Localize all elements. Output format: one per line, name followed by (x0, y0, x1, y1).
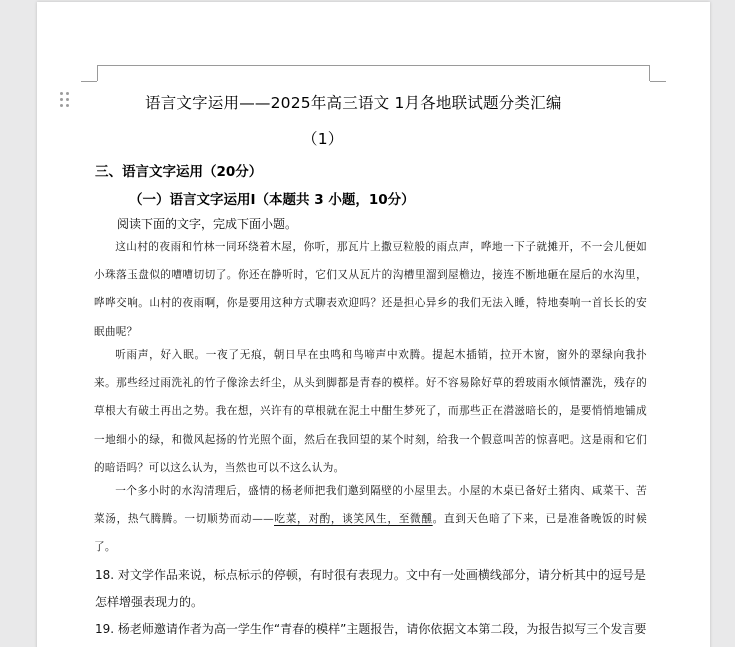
document-title-number: （1） (302, 130, 344, 148)
crop-mark-right-horizontal (650, 81, 666, 82)
question-18: 18. 对文学作品来说，标点标示的停顿，有时很有表现力。文中有一处画横线部分，请分析其中的逗号是怎样增强表现力的。 (95, 568, 646, 609)
section-heading: 三、语言文字运用（20分） (95, 164, 263, 180)
underlined-phrase: 吃菜，对酌，谈笑风生，至微醺 (274, 513, 433, 526)
document-title: 语言文字运用——2025年高三语文 1月各地联试题分类汇编 (145, 94, 562, 112)
passage-paragraph-2: 听雨声，好入眠。一夜了无痕，朝日早在虫鸣和鸟啼声中欢腾。提起木插销，拉开木窗，窗外的翠绿向我扑来。那些经过雨洗礼的竹子像涂去纤尘，从头到脚都是青春的模样。好不容易除好草的碧玻雨水倾情濯洗，残存的草根大有破土再出之势。我在想，兴许有的草根就在泥土中酣生梦死了，而那些正在潜滋暗长的，是要悄悄地铺成一地细小的绿，和微风起扬的竹光照个面，然后在我回望的某个时刻，给我一个假意叫苦的惊喜吧。这是雨和它们的暗语吗？可以这么认为，当然也可以不这么认为。 (94, 349, 647, 474)
instruction-text: 阅读下面的文字，完成下面小题。 (117, 217, 298, 231)
passage-paragraph-1: 这山村的夜雨和竹林一同环绕着木屋，你听，那瓦片上撒豆粒般的雨点声，哗地一下子就摊开，不一会儿便如小珠落玉盘似的嘈嘈切切了。你还在静听时，它们又从瓦片的沟槽里溜到屋檐边，接连不断地砸在屋后的水沟里，哗哗交响。山村的夜雨啊，你是要用这种方式聊表欢迎吗？还是担心异乡的我们无法入睡，特地奏响一首长长的安眠曲呢？ (94, 241, 647, 338)
header-margin-line (97, 65, 650, 66)
passage-paragraph-3 (94, 477, 647, 562)
drag-handle-icon[interactable] (60, 92, 70, 108)
crop-mark-right-vertical (649, 65, 650, 81)
passage-p3-after: 。直到天色暗了下来，已是准备晚饭的时候了。 (94, 513, 647, 554)
document-page[interactable] (37, 2, 710, 647)
passage-p3-before: 一个多小时的水沟清理后，盛情的杨老师把我们邀到隔壁的小屋里去。小屋的木桌已备好土猪肉、咸菜干、苦菜汤，热气腾腾。一切顺势而动—— (94, 485, 647, 526)
question-19: 19. 杨老师邀请作者为高一学生作“青春的模样”主题报告，请你依据文本第二段，为报告拟写三个发言要 (95, 622, 647, 636)
crop-mark-left-vertical (97, 65, 98, 81)
subsection-heading: （一）语言文字运用Ⅰ（本题共 3 小题，10分） (129, 192, 415, 208)
crop-mark-left-horizontal (81, 81, 97, 82)
